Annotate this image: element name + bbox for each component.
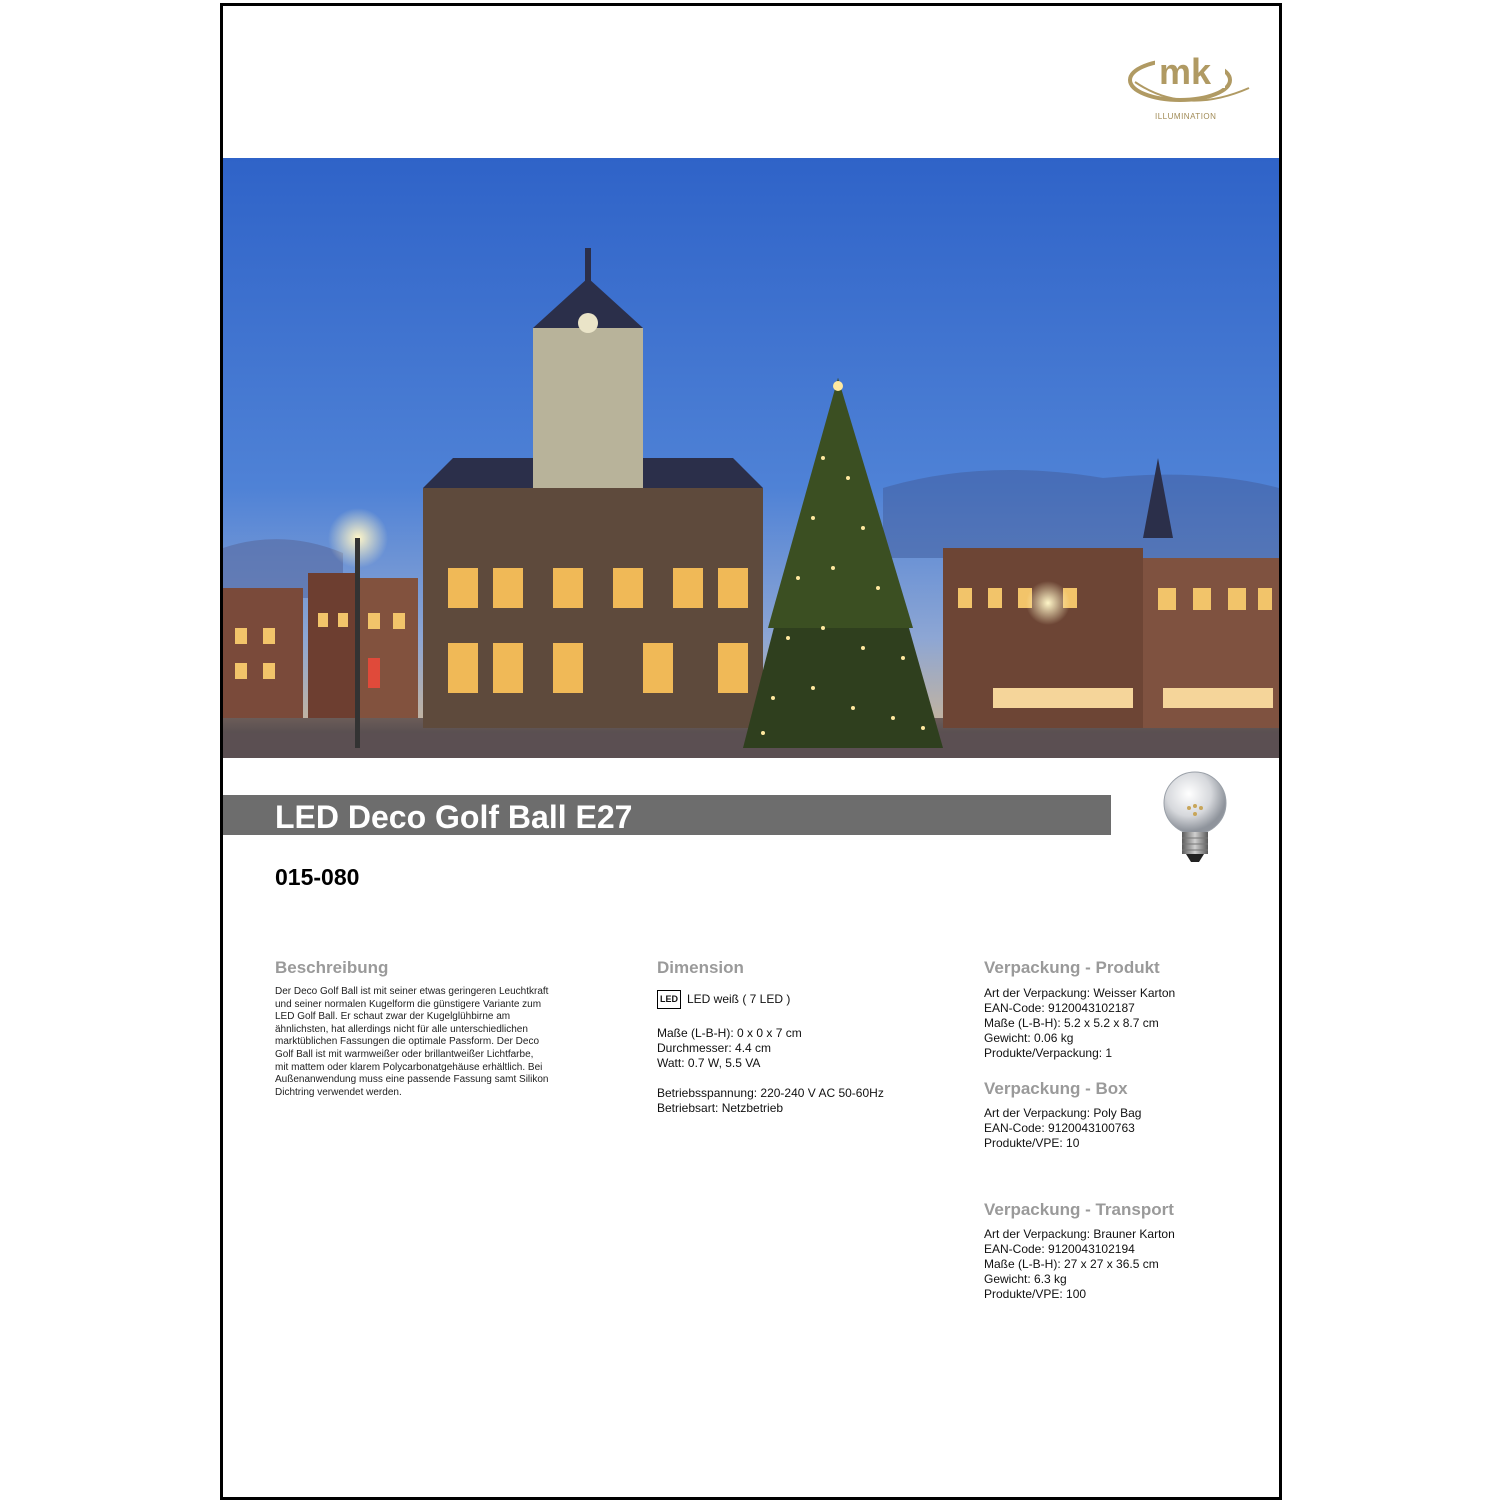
transport-line: Maße (L-B-H): 27 x 27 x 36.5 cm <box>984 1257 1159 1271</box>
dimension-line: Durchmesser: 4.4 cm <box>657 1041 772 1055</box>
dimension-line: Maße (L-B-H): 0 x 0 x 7 cm <box>657 1026 802 1040</box>
led-text: LED weiß ( 7 LED ) <box>687 992 791 1006</box>
verpackung-produkt-heading: Verpackung - Produkt <box>984 958 1160 977</box>
mk-illumination-logo <box>1125 46 1255 126</box>
desc-line: Außenanwendung muss eine passende Fassung samt Silikon <box>275 1074 549 1086</box>
dimension-line: Betriebsspannung: 220-240 V AC 50-60Hz <box>657 1086 884 1100</box>
dimension-line: Watt: 0.7 W, 5.5 VA <box>657 1056 761 1070</box>
product-title: LED Deco Golf Ball E27 <box>275 799 633 835</box>
transport-line: Gewicht: 6.3 kg <box>984 1272 1067 1286</box>
datasheet-page <box>220 3 1282 1500</box>
produkt-line: Maße (L-B-H): 5.2 x 5.2 x 8.7 cm <box>984 1016 1159 1030</box>
desc-line: Der Deco Golf Ball ist mit seiner etwas geringeren Leuchtkraft <box>275 986 549 997</box>
desc-line: Dichtring verwendet werden. <box>275 1086 402 1098</box>
desc-line: und seiner normalen Kugelform die günstigere Variante zum <box>275 998 542 1010</box>
produkt-line: EAN-Code: 9120043102187 <box>984 1001 1135 1015</box>
transport-line: Produkte/VPE: 100 <box>984 1287 1087 1301</box>
led-row <box>657 990 790 1009</box>
box-line: EAN-Code: 9120043100763 <box>984 1121 1135 1135</box>
box-line: Produkte/VPE: 10 <box>984 1136 1080 1150</box>
desc-line: mit mattem oder klarem Polycarbonatgehäuse erhältlich. Bei <box>275 1061 543 1073</box>
article-number: 015-080 <box>275 864 360 890</box>
dimension-heading: Dimension <box>657 958 744 977</box>
desc-line: Golf Ball ist mit warmweißer oder brillantweißer Lichtfarbe, <box>275 1048 534 1060</box>
logo-mark: mk <box>1159 51 1212 92</box>
beschreibung-heading: Beschreibung <box>275 958 389 977</box>
produkt-line: Produkte/Verpackung: 1 <box>984 1046 1113 1060</box>
transport-line: Art der Verpackung: Brauner Karton <box>984 1227 1175 1241</box>
verpackung-box-heading: Verpackung - Box <box>984 1079 1128 1098</box>
box-line: Art der Verpackung: Poly Bag <box>984 1106 1142 1120</box>
desc-line: LED Golf Ball. Er schaut zwar der Kugelglühbirne am <box>275 1011 511 1023</box>
logo-subtitle: ILLUMINATION <box>1155 112 1217 121</box>
beschreibung-text <box>275 986 575 1099</box>
produkt-line: Gewicht: 0.06 kg <box>984 1031 1074 1045</box>
desc-line: marktüblichen Fassungen die optimale Passform. Der Deco <box>275 1036 540 1048</box>
desc-line: ähnlichsten, hat allerdings nicht für alle unterschiedlichen <box>275 1023 528 1035</box>
dimension-line: Betriebsart: Netzbetrieb <box>657 1101 784 1115</box>
verpackung-transport-heading: Verpackung - Transport <box>984 1200 1174 1219</box>
led-icon: LED <box>657 990 681 1009</box>
transport-line: EAN-Code: 9120043102194 <box>984 1242 1135 1256</box>
golf-ball-bulb-icon <box>1111 758 1279 878</box>
produkt-line: Art der Verpackung: Weisser Karton <box>984 986 1176 1000</box>
christmas-tree-market-square-photo <box>223 158 1279 758</box>
